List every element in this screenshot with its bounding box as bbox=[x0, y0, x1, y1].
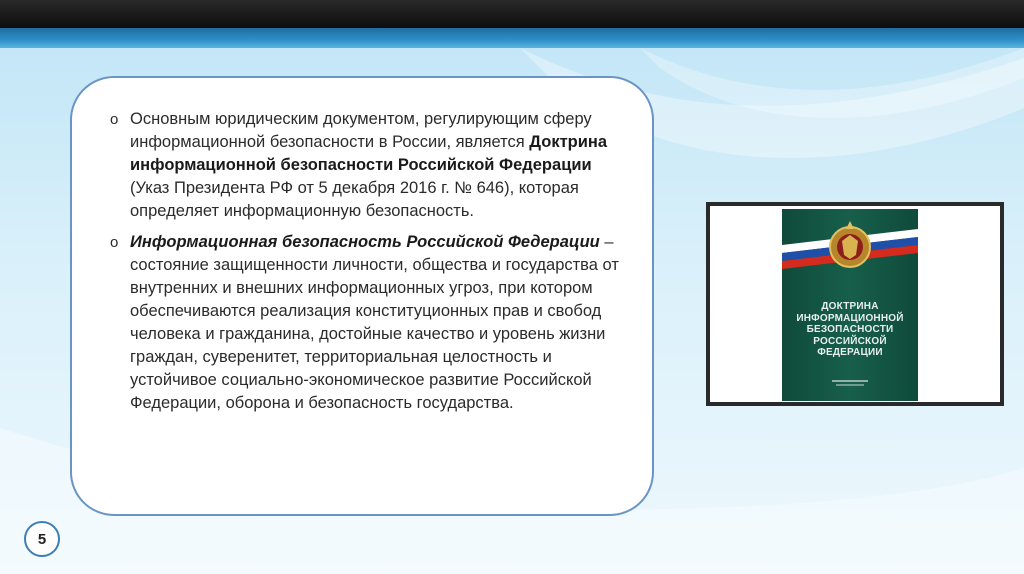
doctrine-title-bold: Доктрина информационной безопасности Российской Федерации bbox=[130, 133, 608, 174]
book-image-frame bbox=[706, 202, 1004, 406]
bullet-item-2 bbox=[110, 231, 624, 415]
emblem-icon bbox=[830, 221, 870, 267]
bullet-item-1 bbox=[110, 108, 624, 223]
bullet-marker: o bbox=[110, 111, 119, 128]
book-title: ДОКТРИНА ИНФОРМАЦИОННОЙ БЕЗОПАСНОСТИ РОССИЙСКОЙ ФЕДЕРАЦИИ bbox=[796, 301, 904, 358]
content-card bbox=[70, 76, 654, 516]
page-number: 5 bbox=[24, 521, 60, 557]
bullet-text: (Указ Президента РФ от 5 декабря 2016 г. № 646), которая определяет информационную безопасность. bbox=[130, 179, 579, 220]
bullet-marker: o bbox=[110, 234, 119, 251]
bullet-text: – состояние защищенности личности, общества и государства от внутренних и внешних информационных угроз, при котором обеспечиваются реализация конституционных прав и свобод человека и гражданина, достойные качество и уровень жизни граждан, суверенитет, территориальная целостность и устойчивое социально-экономическое развитие Российской Федерации, оборона и безопасность государства. bbox=[130, 233, 619, 412]
flag-and-emblem bbox=[782, 209, 918, 289]
top-blue-band bbox=[0, 28, 1024, 48]
top-dark-bar bbox=[0, 0, 1024, 28]
bullet-text: Основным юридическим документом, регулирующим сферу информационной безопасности в России, является bbox=[130, 110, 592, 151]
book-cover bbox=[782, 209, 918, 401]
definition-term: Информационная безопасность Российской Федерации bbox=[130, 233, 600, 251]
book-publisher-mark bbox=[832, 379, 868, 387]
